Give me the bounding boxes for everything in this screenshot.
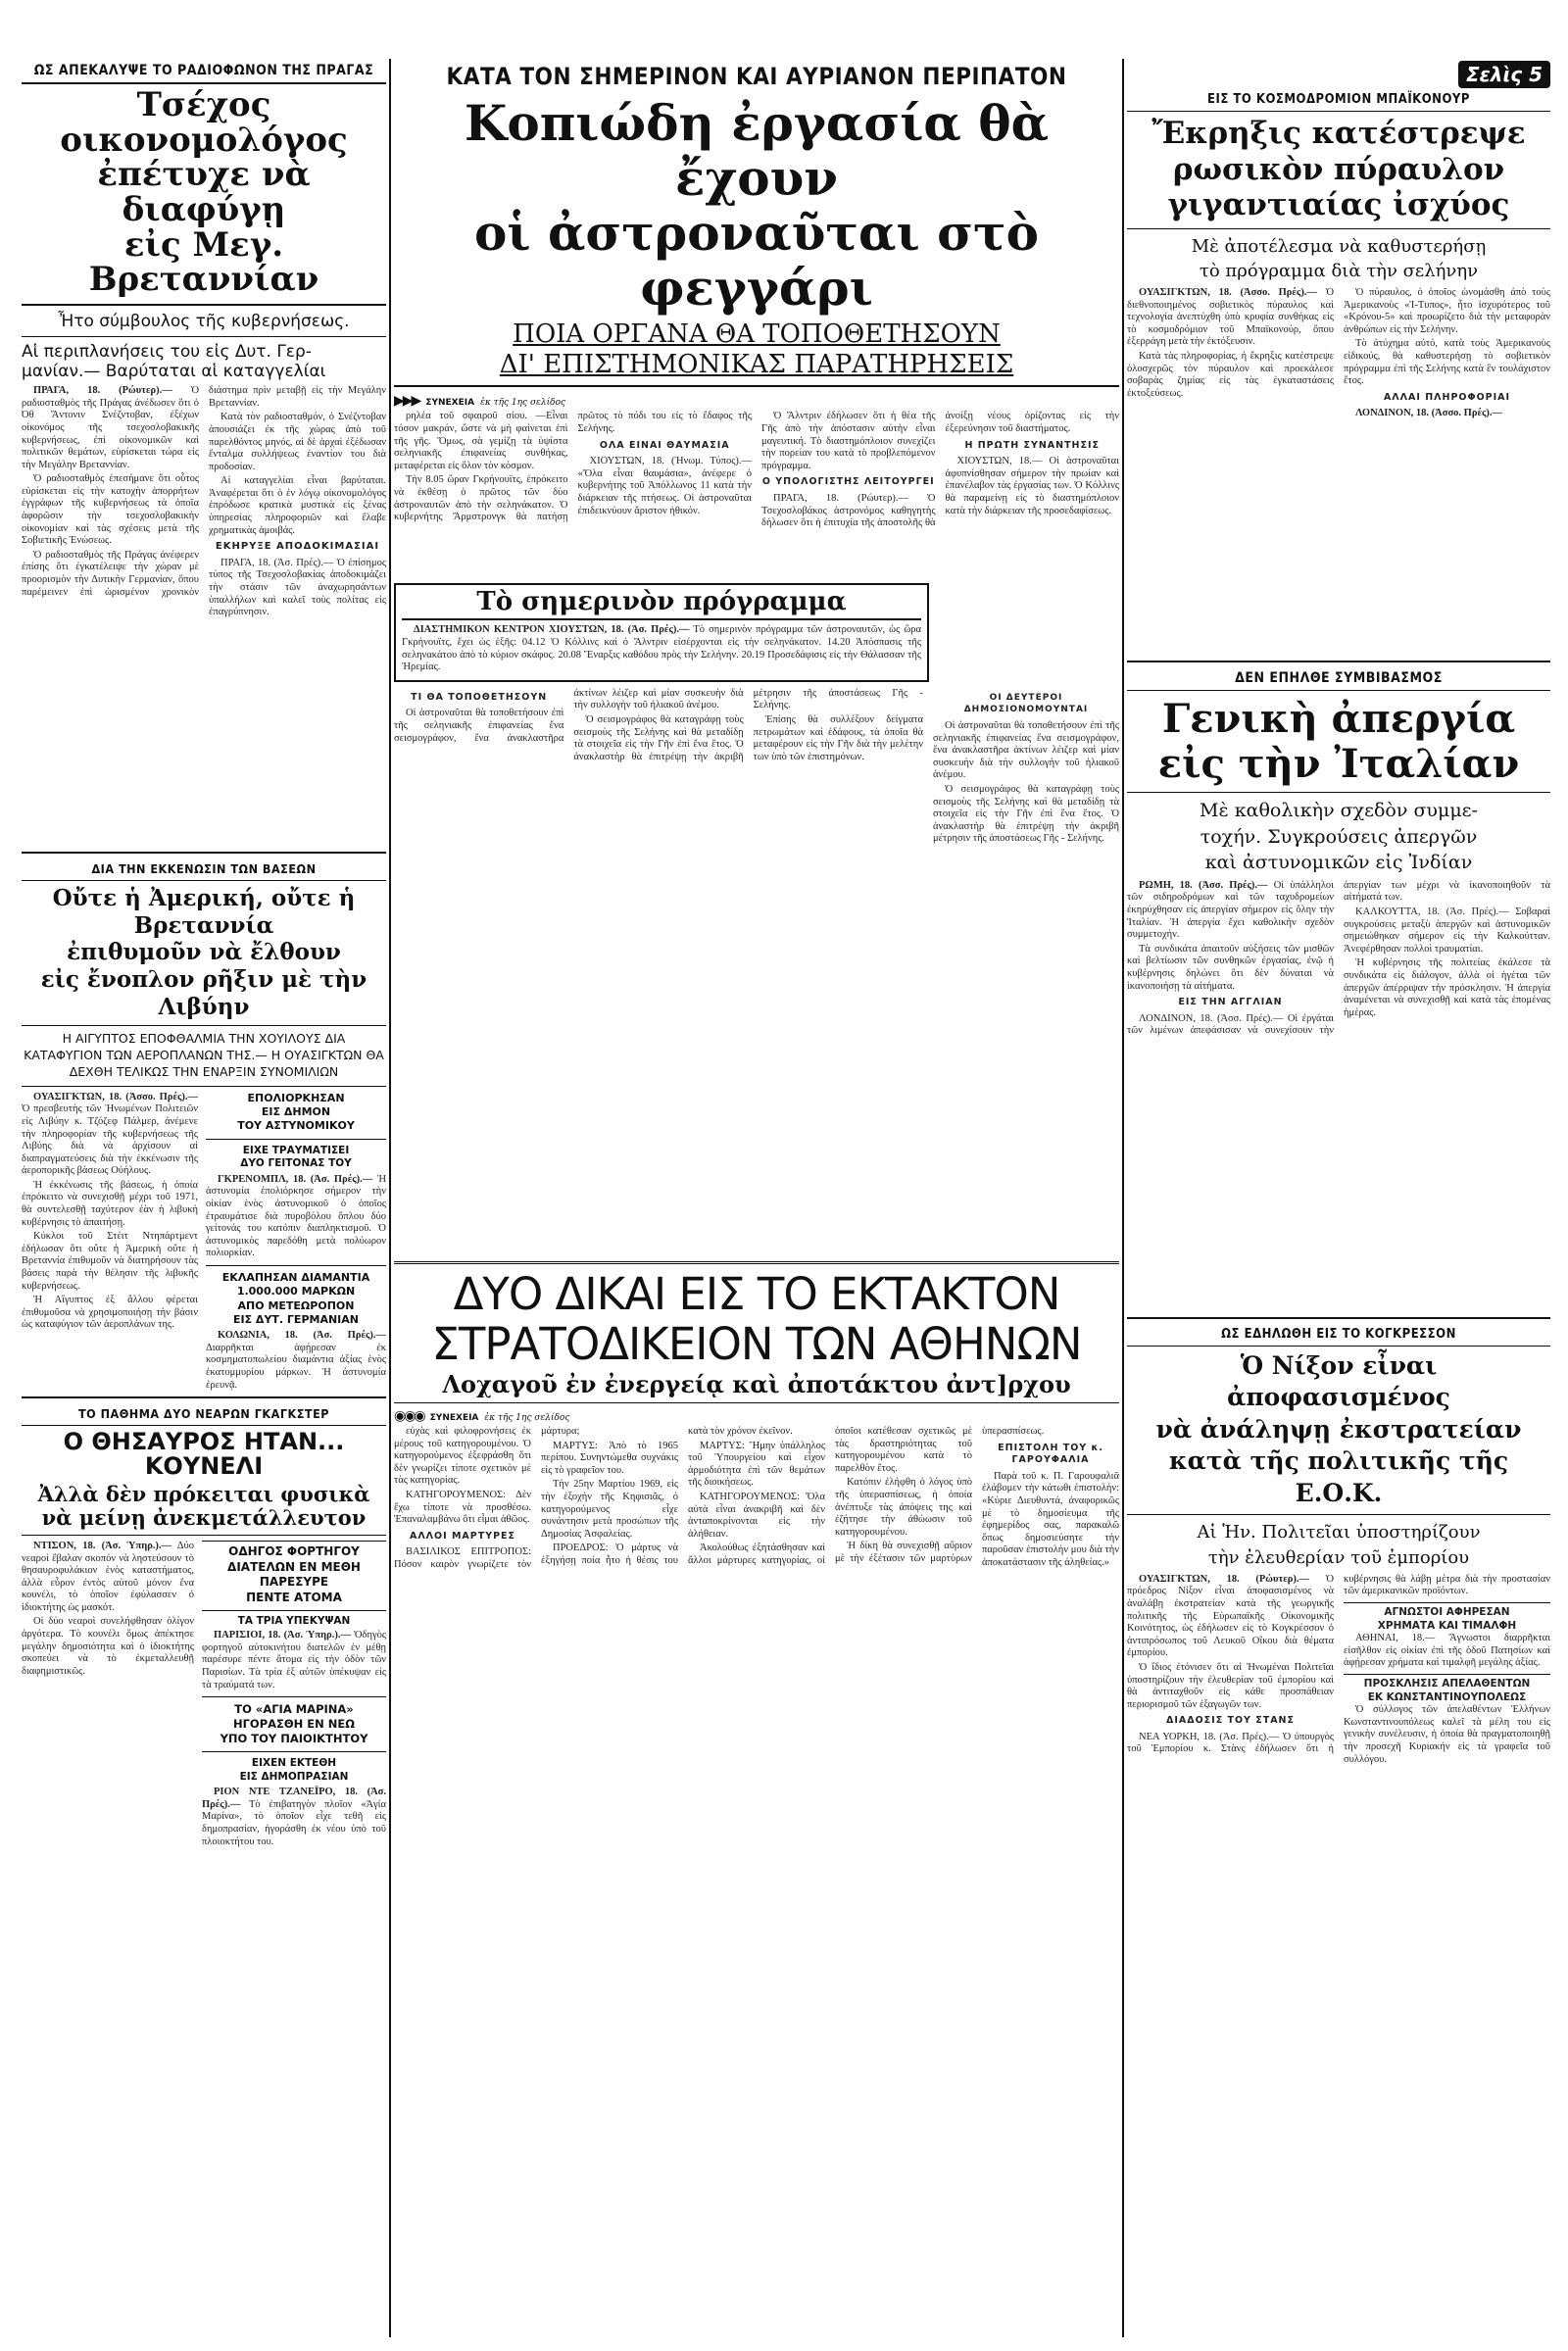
article-kicker: ΔΕΝ ΕΠΗΛΘΕ ΣΥΜΒΙΒΑΣΜΟΣ <box>1127 668 1550 691</box>
article-kicker: ΩΣ ΕΔΗΛΩΘΗ ΕΙΣ ΤΟ ΚΟΓΚΡΕΣΣΟΝ <box>1127 1325 1550 1347</box>
center-column: ΚΑΤΑ ΤΟΝ ΣΗΜΕΡΙΝΟΝ ΚΑΙ ΑΥΡΙΑΝΟΝ ΠΕΡΙΠΑΤΟΝ Κοπιώδη ἐργασία θὰ ἔχουν οἱ ἀστροναῦται στὸ φεγγάρι ΠΟΙΑ ΟΡΓΑΝΑ ΘΑ ΤΟΠΟΘΕΤΗΣΟΥΝ ΔΙ' ΕΠΙΣΤΗΜΟΝΙΚΑΣ ΠΑΡΑΤΗΡΗΣΕΙΣ ▶▶▶ ΣΥΝΕΧΕΙΑ ἐκ τῆς 1ης σελίδος ρηλέα τοῦ σφαιροῦ σίου. —Εἶναι τόσον μακράν, ὥστε νὰ μὴ φαίνεται ἐπὶ τῆς γῆς. Ὅμως, σὰ γεμίζῃ τὰ ὑψίστα σεληνιακῆς ἐπιφανείας συνθήκας, μεταφέρεται εἰς ὅλον τὸν κόσμον. Τὴν 8.05 ὥραν Γκρήνουϊτς, ἐπρόκειτο νὰ ἐκθέσῃ ὁ πρῶτος τῶν δύο ἀστροναυτῶν ἀπὸ τὴν σεληνάκατον. Ὁ κυβερνήτης Ἄρμστρονγκ θὰ πατήσῃ πρῶτος τὸ πόδι του εἰς τὸ ἔδαφος τῆς Σελήνης. ΟΛΑ ΕΙΝΑΙ ΘΑΥΜΑΣΙΑ ΧΙΟΥΣΤΩΝ, 18. (Ἡνωμ. Τύπος).— «Ὅλα εἶναι θαυμάσια», ἀνέφερε ὁ κυβερνήτης τοῦ Ἀπόλλωνος 11 κατὰ τὴν διάρκειαν τῆς πτήσεως. Οἱ ἀστροναῦται ἐπιδεικνύουν ἄριστον ἠθικόν. Ὁ Ἄλντριν ἐδήλωσεν ὅτι ἡ θέα τῆς Γῆς ἀπὸ τὴν ἀπόστασιν αὐτὴν εἶναι μαγευτική. Τὸ διαστημόπλοιον συνεχίζει τὴν πορείαν του κατὰ τὸ προβλεπόμενον πρόγραμμα. Ο ΥΠΟΛΟΓΙΣΤΗΣ ΛΕΙΤΟΥΡΓΕΙ ΠΡΑΓΑ, 18. (Ρώυτερ).— Ὁ Τσεχοσλοβάκος ἀστρονόμος καθηγητὴς δήλωσεν ὅτι ἡ ἐπιτυχία τῆς ἀποστολῆς θὰ ἀνοίξῃ νέους ὁρίζοντας εἰς τὴν ἐξερεύνησιν τοῦ διαστήματος. Η ΠΡΩΤΗ ΣΥΝΑΝΤΗΣΙΣ ΧΙΟΥΣΤΩΝ, 18.— Οἱ ἀστροναῦται ἀφυπνίσθησαν σήμερον τὴν πρωίαν καὶ ἐπανέλαβον τὰς ἐργασίας των. Ὁ Κόλλινς θὰ παραμείνῃ εἰς τὸ διαστημόπλοιον κατὰ τὴν διάρκειαν τῆς προσεδαφίσεως. Τὸ σημερινὸν πρόγραμμα ΔΙΑΣΤΗΜΙΚΟΝ ΚΕΝΤΡΟΝ ΧΙΟΥΣΤΩΝ, 18. (Ἀσ. Πρές).— Τὸ σημερινὸν πρόγραμμα τῶν ἀστροναυτῶν, ὡς ὥρα Γκρήνουϊτς, ἔχει ὡς ἑξῆς: 04.12 Ὁ Κόλλινς καὶ ὁ Ἄλντριν εἰσέρχονται εἰς τὴν σεληνάκατον. 14.20 Ἀπόσπασις τῆς σεληνακάτου ἀπὸ τὸ κύριον σκάφος. 20.08 Ἔναρξις καθόδου πρὸς τὴν Σελήνην. 20.19 Προσεδάφισις εἰς τὴν Θάλασσαν τῆς Ἠρεμίας. ΤΙ ΘΑ ΤΟΠΟΘΕΤΗΣΟΥΝ Οἱ ἀστροναῦται θὰ τοποθετήσουν ἐπὶ τῆς σεληνιακῆς ἐπιφανείας ἕνα σεισμογράφον, ἕνα ἀνακλαστῆρα ἀκτίνων λέιζερ καὶ μίαν συσκευὴν διὰ τὴν συλλογὴν τοῦ ἡλιακοῦ ἀνέμου. Ὁ σεισμογράφος θὰ καταγράφῃ τοὺς σεισμοὺς τῆς Σελήνης καὶ θὰ μεταδίδῃ τὰ στοιχεῖα εἰς τὴν Γῆν ἐπὶ ἕνα ἔτος. Ὁ ἀνακλαστὴρ θὰ ἐπιτρέψῃ τὴν ἀκριβῆ μέτρησιν τῆς ἀποστάσεως Γῆς - Σελήνης. Ἐπίσης θὰ συλλέξουν δείγματα πετρωμάτων καὶ ἐδάφους, τὰ ὁποῖα θὰ μεταφέρουν εἰς τὴν Γῆν διὰ τὴν μελέτην των ὑπὸ τῶν ἐπιστημόνων. ΟΙ ΔΕΥΤΕΡΟΙ ΔΗΜΟΣΙΟΝΟΜΟΥΝΤΑΙ Οἱ ἀστροναῦται θὰ τοποθετήσουν ἐπὶ τῆς σεληνιακῆς ἐπιφανείας ἕνα σεισμογράφον, ἕνα ἀνακλαστῆρα ἀκτίνων λέιζερ καὶ μίαν συσκευὴν διὰ τὴν συλλογὴν τοῦ ἡλιακοῦ ἀνέμου. Ὁ σεισμογράφος θὰ καταγράφῃ τοὺς σεισμοὺς τῆς Σελήνης καὶ θὰ μεταδίδῃ τὰ στοιχεῖα εἰς τὴν Γῆν ἐπὶ ἕνα ἔτος. Ὁ ἀνακλαστὴρ θὰ ἐπιτρέψῃ τὴν ἀκριβῆ μέτρησιν τῆς ἀποστάσεως Γῆς - Σελήνης. ΔΥΟ ΔΙΚΑΙ ΕΙΣ ΤΟ ΕΚΤΑΚΤΟΝ ΣΤΡΑΤΟΔΙΚΕΙΟΝ ΤΩΝ ΑΘΗΝΩΝ Λοχαγοῦ ἐν ἐνεργείᾳ καὶ ἀποτάκτου ἀντ]ρχου ◉◉◉ ΣΥΝΕΧΕΙΑ ἐκ τῆς 1ης σελίδος εὐχὰς καὶ φιλοφρονήσεις ἐκ μέρους τοῦ κατηγορουμένου. Ὁ κατηγορούμενος ἐξεφράσθη ὅτι δὲν γνωρίζει τίποτε σχετικὸν μὲ τὰς κατηγορίας. ΚΑΤΗΓΟΡΟΥΜΕΝΟΣ: Δὲν ἔχω τίποτε νὰ προσθέσω. Ἐπαναλαμβάνω ὅτι εἶμαι ἀθῶος. ΑΛΛΟΙ ΜΑΡΤΥΡΕΣ ΒΑΣΙΛΙΚΟΣ ΕΠΙΤΡΟΠΟΣ: Πόσον καιρὸν γνωρίζετε τὸν μάρτυρα; ΜΑΡΤΥΣ: Ἀπὸ τὸ 1965 περίπου. Συνηντώμεθα συχνάκις εἰς τὸ γραφεῖον του. Τὴν 25ην Μαρτίου 1969, εἰς τὴν ἐξοχὴν τῆς Κηφισιᾶς, ὁ κατηγορούμενος εἶχε συνάντησιν μετὰ προσώπων τῆς Δημοσίας Ἀσφαλείας. ΠΡΟΕΔΡΟΣ: Ὁ μάρτυς νὰ ἐξηγήσῃ ποία ἦτο ἡ θέσις του κατὰ τὸν χρόνον ἐκεῖνον. ΜΑΡΤΥΣ: Ἤμην ὑπάλληλος τοῦ Ὑπουργείου καὶ εἶχον ἁρμοδιότητα ἐπὶ τῶν θεμάτων τῆς διοικήσεως. ΚΑΤΗΓΟΡΟΥΜΕΝΟΣ: Ὅλα αὐτὰ εἶναι ἀνακριβῆ καὶ δὲν ἀνταποκρίνονται εἰς τὴν ἀλήθειαν. Ἀκολούθως ἐξητάσθησαν καὶ ἄλλοι μάρτυρες κατηγορίας, οἱ ὁποῖοι κατέθεσαν σχετικῶς μὲ τὰς δραστηριότητας τοῦ κατηγορουμένου κατὰ τὸ παρελθὸν ἔτος. Κατόπιν ἐλήφθη ὁ λόγος ὑπὸ τῆς ὑπερασπίσεως, ἡ ὁποία ἀνέπτυξε τὰς ἀπόψεις της καὶ ἐζήτησε τὴν ἀθώωσιν τοῦ κατηγορουμένου. Ἡ δίκη θὰ συνεχισθῇ αὔριον μὲ τὴν ἐξέτασιν τῶν μαρτύρων ὑπερασπίσεως. ΕΠΙΣΤΟΛΗ ΤΟΥ κ. ΓΑΡΟΥΦΑΛΙΑ Παρὰ τοῦ κ. Π. Γαρουφαλιᾶ ἐλάβομεν τὴν κάτωθι ἐπιστολήν: «Κύριε Διευθυντά, ἀναφορικῶς μὲ τὸ δημοσίευμα τῆς ἐφημερίδος σας, παρακαλῶ ὅπως δημοσιεύσητε τὴν παροῦσαν ἐπιστολήν μου διὰ τὴν ἀποκατάστασιν τῆς ἀληθείας.» <box>394 61 1119 2337</box>
side-briefs <box>206 1092 386 1391</box>
article-body: ρηλέα τοῦ σφαιροῦ σίου. —Εἶναι τόσον μακράν, ὥστε νὰ μὴ φαίνεται ἐπὶ τῆς γῆς. Ὅμως, σὰ γεμίζῃ τὰ ὑψίστα σεληνιακῆς ἐπιφανείας συνθήκας, μεταφέρεται εἰς ὅλον τὸν κόσμον. Τὴν 8.05 ὥραν Γκρήνουϊτς, ἐπρόκειτο νὰ ἐκθέσῃ ὁ πρῶτος τῶν δύο ἀστροναυτῶν ἀπὸ τὴν σεληνάκατον. Ὁ κυβερνήτης Ἄρμστρονγκ θὰ πατήσῃ πρῶτος τὸ πόδι του εἰς τὸ ἔδαφος τῆς Σελήνης. ΟΛΑ ΕΙΝΑΙ ΘΑΥΜΑΣΙΑ ΧΙΟΥΣΤΩΝ, 18. (Ἡνωμ. Τύπος).— «Ὅλα εἶναι θαυμάσια», ἀνέφερε ὁ κυβερνήτης τοῦ Ἀπόλλωνος 11 κατὰ τὴν διάρκειαν τῆς πτήσεως. Οἱ ἀστροναῦται ἐπιδεικνύουν ἄριστον ἠθικόν. Ὁ Ἄλντριν ἐδήλωσεν ὅτι ἡ θέα τῆς Γῆς ἀπὸ τὴν ἀπόστασιν αὐτὴν εἶναι μαγευτική. Τὸ διαστημόπλοιον συνεχίζει τὴν πορείαν του κατὰ τὸ προβλεπόμενον πρόγραμμα. Ο ΥΠΟΛΟΓΙΣΤΗΣ ΛΕΙΤΟΥΡΓΕΙ ΠΡΑΓΑ, 18. (Ρώυτερ).— Ὁ Τσεχοσλοβάκος ἀστρονόμος καθηγητὴς δήλωσεν ὅτι ἡ ἐπιτυχία τῆς ἀποστολῆς θὰ ἀνοίξῃ νέους ὁρίζοντας εἰς τὴν ἐξερεύνησιν τοῦ διαστήματος. Η ΠΡΩΤΗ ΣΥΝΑΝΤΗΣΙΣ ΧΙΟΥΣΤΩΝ, 18.— Οἱ ἀστροναῦται ἀφυπνίσθησαν σήμερον τὴν πρωίαν καὶ ἐπανέλαβον τὰς ἐργασίας των. Ὁ Κόλλινς θὰ παραμείνῃ εἰς τὸ διαστημόπλοιον κατὰ τὴν διάρκειαν τῆς προσεδαφίσεως. <box>394 411 1119 529</box>
article-kicker: ΚΑΤΑ ΤΟΝ ΣΗΜΕΡΙΝΟΝ ΚΑΙ ΑΥΡΙΑΝΟΝ ΠΕΡΙΠΑΤΟΝ <box>446 63 1067 90</box>
right-column <box>1127 61 1550 2337</box>
article-body: ΟΥΑΣΙΓΚΤΩΝ, 18. (Ἀσσο. Πρές).— Ὁ διεθνοποιημένος σοβιετικὸς πύραυλος καὶ τεχνολογία ἀνεπτύχθη ὑπὸ κρυφία συνθήκας εἰς τὸ κοσμοδρόμιον τοῦ Μπαϊκονούρ, ὅπου ἐξερράγη μετὰ τὴν ἐκτόξευσιν. Κατὰ τὰς πληροφορίας, ἡ ἔκρηξις κατέστρεψε ὁλοσχερῶς τὸν πύραυλον καὶ προεκάλεσε σοβαρὰς ζημίας εἰς τὰς ἐγκαταστάσεις ἐκτοξεύσεως. Ὁ πύραυλος, ὁ ὁποῖος ὠνομάσθη ἀπὸ τοὺς Ἀμερικανοὺς «Ἰ-Τυπος», ἦτο ἰσχυρότερος τοῦ «Κρόνου-5» καὶ προωρίζετο διὰ τὴν μεταφορὰν ἀνθρώπων εἰς τὴν Σελήνην. Τὸ ἀτύχημα αὐτό, κατὰ τοὺς Ἀμερικανοὺς εἰδικούς, θὰ καθυστερήσῃ τὸ σοβιετικὸν πρόγραμμα ἐπὶ τῆς Σελήνης κατὰ ἓν τουλάχιστον ἔτος. ΑΛΛΑΙ ΠΛΗΡΟΦΟΡΙΑΙ ΛΟΝΔΙΝΟΝ, 18. (Ἀσσο. Πρές).— <box>1127 287 1550 419</box>
brief-headline: ΕΠΟΛΙΟΡΚΗΣΑΝ ΕΙΣ ΔΗΜΟΝ ΤΟΥ ΑΣΤΥΝΟΜΙΚΟΥ <box>237 1091 355 1133</box>
article-kicker: ΤΟ ΠΑΘΗΜΑ ΔΥΟ ΝΕΑΡΩΝ ΓΚΑΓΚΣΤΕΡ <box>22 1404 386 1426</box>
trial-body: εὐχὰς καὶ φιλοφρονήσεις ἐκ μέρους τοῦ κατηγορουμένου. Ὁ κατηγορούμενος ἐξεφράσθη ὅτι δὲν γνωρίζει τίποτε σχετικὸν μὲ τὰς κατηγορίας. ΚΑΤΗΓΟΡΟΥΜΕΝΟΣ: Δὲν ἔχω τίποτε νὰ προσθέσω. Ἐπαναλαμβάνω ὅτι εἶμαι ἀθῶος. ΑΛΛΟΙ ΜΑΡΤΥΡΕΣ ΒΑΣΙΛΙΚΟΣ ΕΠΙΤΡΟΠΟΣ: Πόσον καιρὸν γνωρίζετε τὸν μάρτυρα; ΜΑΡΤΥΣ: Ἀπὸ τὸ 1965 περίπου. Συνηντώμεθα συχνάκις εἰς τὸ γραφεῖον του. Τὴν 25ην Μαρτίου 1969, εἰς τὴν ἐξοχὴν τῆς Κηφισιᾶς, ὁ κατηγορούμενος εἶχε συνάντησιν μετὰ προσώπων τῆς Δημοσίας Ἀσφαλείας. ΠΡΟΕΔΡΟΣ: Ὁ μάρτυς νὰ ἐξηγήσῃ ποία ἦτο ἡ θέσις του κατὰ τὸν χρόνον ἐκεῖνον. ΜΑΡΤΥΣ: Ἤμην ὑπάλληλος τοῦ Ὑπουργείου καὶ εἶχον ἁρμοδιότητα ἐπὶ τῶν θεμάτων τῆς διοικήσεως. ΚΑΤΗΓΟΡΟΥΜΕΝΟΣ: Ὅλα αὐτὰ εἶναι ἀνακριβῆ καὶ δὲν ἀνταποκρίνονται εἰς τὴν ἀλήθειαν. Ἀκολούθως ἐξητάσθησαν καὶ ἄλλοι μάρτυρες κατηγορίας, οἱ ὁποῖοι κατέθεσαν σχετικῶς μὲ τὰς δραστηριότητας τοῦ κατηγορουμένου κατὰ τὸ παρελθὸν ἔτος. Κατόπιν ἐλήφθη ὁ λόγος ὑπὸ τῆς ὑπερασπίσεως, ἡ ὁποία ἀνέπτυξε τὰς ἀπόψεις της καὶ ἐζήτησε τὴν ἀθώωσιν τοῦ κατηγορουμένου. Ἡ δίκη θὰ συνεχισθῇ αὔριον μὲ τὴν ἐξέτασιν τῶν μαρτύρων ὑπερασπίσεως. ΕΠΙΣΤΟΛΗ ΤΟΥ κ. ΓΑΡΟΥΦΑΛΙΑ Παρὰ τοῦ κ. Π. Γαρουφαλιᾶ ἐλάβομεν τὴν κάτωθι ἐπιστολήν: «Κύριε Διευθυντά, ἀναφορικῶς μὲ τὸ δημοσίευμα τῆς ἐφημερίδος σας, παρακαλῶ ὅπως δημοσιεύσητε τὴν παροῦσαν ἐπιστολήν μου διὰ τὴν ἀποκατάστασιν τῆς ἀληθείας.» <box>394 1426 1119 1571</box>
column-rule-2 <box>1122 59 1124 2337</box>
section-subhead: ΑΛΛΟΙ ΜΑΡΤΥΡΕΣ <box>409 1530 516 1542</box>
brief-subhead: ΕΙΧΕΝ ΕΚΤΕΘΗ ΕΙΣ ΔΗΜΟΠΡΑΣΙΑΝ <box>239 1756 349 1783</box>
article-headline: Ο ΘΗΣΑΥΡΟΣ ΗΤΑΝ... ΚΟΥΝΕΛΙ <box>63 1427 345 1480</box>
section-subhead: ΕΙΣ ΤΗΝ ΑΓΓΛΙΑΝ <box>1178 997 1283 1008</box>
brief-body: ΠΑΡΙΣΙΟΙ, 18. (Ἀσ. Ὑπηρ.).— Ὁδηγὸς φορτηγοῦ αὐτοκινήτου διατελῶν ἐν μέθῃ παρέσυρε πέντε ἄτομα εἰς τὴν ὁδὸν τῶν Παρισίων. Τὰ τρία ἐξ αὐτῶν ὑπέκυψαν εἰς τὰ τραύματά των. <box>202 1630 386 1690</box>
side-briefs <box>202 1541 386 2050</box>
continuation-arrow-icon: ▶▶▶ <box>394 393 420 410</box>
article-kicker: ΕΙΣ ΤΟ ΚΟΣΜΟΔΡΟΜΙΟΝ ΜΠΑΪΚΟΝΟΥΡ <box>1127 90 1550 112</box>
column-rule-1 <box>389 59 391 2337</box>
brief-subhead: ΕΙΧΕ ΤΡΑΥΜΑΤΙΣΕΙ ΔΥΟ ΓΕΙΤΟΝΑΣ ΤΟΥ <box>240 1144 352 1170</box>
article-kicker: ΩΣ ΑΠΕΚΑΛΥΨΕ ΤΟ ΡΑΔΙΟΦΩΝΟΝ ΤΗΣ ΠΡΑΓΑΣ <box>22 61 386 84</box>
brief-body: ΚΟΛΩΝΙΑ, 18. (Ἀσ. Πρές).— Διαρρῆκται ἀφῄρεσαν ἐκ κοσμηματοπωλείου διαμάντια ἀξίας ἑνὸς ἑκατομμυρίου μάρκων. Ἡ ἀστυνομία ἐρευνᾷ. <box>206 1330 386 1391</box>
section-subhead: ΟΙ ΔΕΥΤΕΡΟΙ ΔΗΜΟΣΙΟΝΟΜΟΥΝΤΑΙ <box>963 692 1089 715</box>
section-subhead: ΑΛΛΑΙ ΠΛΗΡΟΦΟΡΙΑΙ <box>1383 391 1511 403</box>
brief-body: ΓΚΡΕΝΟΜΠΛ, 18. (Ἀσ. Πρές).— Ἡ ἀστυνομία ἐπολιόρκησε σήμερον τὴν οἰκίαν ἑνὸς ἀστυνομικοῦ ὁ ὁποῖος ἐτραυμάτισε διὰ πυροβόλου ὅπλου δύο γείτονάς του κατόπιν διαπληκτισμοῦ. Ὁ ἀστυνομικὸς παρεδόθη μετὰ πολύωρον πολιορκίαν. <box>206 1173 386 1259</box>
article-headline: Ἔκρηξις κατέστρεψε ρωσικὸν πύραυλον γιγαντιαίας ἰσχύος <box>1152 116 1526 223</box>
article-body: ΟΙ ΔΕΥΤΕΡΟΙ ΔΗΜΟΣΙΟΝΟΜΟΥΝΤΑΙ Οἱ ἀστροναῦται θὰ τοποθετήσουν ἐπὶ τῆς σεληνιακῆς ἐπιφανείας ἕνα σεισμογράφον, ἕνα ἀνακλαστῆρα ἀκτίνων λέιζερ καὶ μίαν συσκευὴν διὰ τὴν συλλογὴν τοῦ ἡλιακοῦ ἀνέμου. Ὁ σεισμογράφος θὰ καταγράφῃ τοὺς σεισμοὺς τῆς Σελήνης καὶ θὰ μεταδίδῃ τὰ στοιχεῖα εἰς τὴν Γῆν ἐπὶ ἕνα ἔτος. Ὁ ἀνακλαστὴρ θὰ ἐπιτρέψῃ τὴν ἀκριβῆ μέτρησιν τῆς ἀποστάσεως Γῆς - Σελήνης. <box>933 692 1119 845</box>
article-body: ΠΡΑΓΑ, 18. (Ρώυτερ).— Ὁ ραδιοσταθμὸς τῆς Πράγας ἀνέδωσεν ὅτι ὁ Όθ Ἄντονιν Σνέζντοβαν, ἐξέχων οἰκονόμος τῆς τσεχοσλοβακικῆς κυβερνήσεως, ἐπὶ οἰκονομικῶν καὶ πολιτικῶν θεμάτων, εὑρίσκεται τώρα εἰς τὴν Μεγάλην Βρεταννίαν. Ὁ ραδιοσταθμὸς ἐπεσήμανε ὅτι οὗτος εὑρίσκεται εἰς τὴν κατοχὴν ἀπορρήτων ἐγγράφων τῆς κυβερνήσεως τὰ ὁποῖα ἀφορῶσιν τὴν τσεχοσλοβακικὴν οἰκονομίαν καὶ τὰς σχέσεις μετὰ τῆς Σοβιετικῆς Ἑνώσεως. Ὁ ραδιοσταθμὸς τῆς Πράγας ἀνέφερεν ἐπίσης ὅτι ἐγκατέλειψε τὴν χώραν μὲ προορισμὸν τὴν Δυτικὴν Γερμανίαν, ὅπου παρέμεινεν ἐπὶ ὡρισμένον χρονικὸν διάστημα πρὶν μεταβῇ εἰς τὴν Μεγάλην Βρεταννίαν. Κατὰ τὸν ραδιοσταθμόν, ὁ Σνέζντοβαν ἀπουσιάζει ἐκ τῆς χώρας ἀπὸ τοῦ παρελθόντος μηνός, αἱ δὲ ἀρχαὶ ἐξέδωσαν ἔνταλμα συλλήψεως ἐναντίον του διὰ προδοσίαν. Αἱ καταγγελίαι εἶναι βαρύταται. Ἀναφέρεται ὅτι ὁ ἐν λόγῳ οἰκονομολόγος ἐπρόδωσε κρατικὰ μυστικὰ εἰς ξένας ὑπηρεσίας πληροφοριῶν καὶ ἔλαβε χρηματικὰς ἀμοιβάς. ΕΚΗΡΥΞΕ ΑΠΟΔΟΚΙΜΑΣΙΑΙ ΠΡΑΓΑ, 18. (Ἀσ. Πρές).— Ὁ ἐπίσημος τύπος τῆς Τσεχοσλοβακίας ἀποδοκιμάζει τὴν στάσιν τῶν ἀναχωρησάντων ὑπαλλήλων καὶ καλεῖ τοὺς πολίτας εἰς ἐπαγρύπνησιν. <box>22 385 386 618</box>
article-headline: Οὔτε ἡ Ἀμερική, οὔτε ἡ Βρεταννία ἐπιθυμοῦν νὰ ἔλθουν εἰς ἔνοπλον ρῆξιν μὲ τὴν Λιβύην <box>40 885 368 1020</box>
lead-deck: ΠΟΙΑ ΟΡΓΑΝΑ ΘΑ ΤΟΠΟΘΕΤΗΣΟΥΝ ΔΙ' ΕΠΙΣΤΗΜΟΝΙΚΑΣ ΠΑΡΑΤΗΡΗΣΕΙΣ <box>499 319 1014 379</box>
trial-headline: ΔΥΟ ΔΙΚΑΙ ΕΙΣ ΤΟ ΕΚΤΑΚΤΟΝ ΣΤΡΑΤΟΔΙΚΕΙΟΝ ΤΩΝ ΑΘΗΝΩΝ <box>431 1268 1082 1370</box>
brief-headline: ΠΡΟΣΚΛΗΣΙΣ ΑΠΕΛΑΘΕΝΤΩΝ ΕΚ ΚΩΝΣΤΑΝΤΙΝΟΥΠΟΛΕΩΣ <box>1344 1674 1550 1704</box>
continuation-arrow-icon: ◉◉◉ <box>394 1408 424 1425</box>
section-subhead: ΕΠΙΣΤΟΛΗ ΤΟΥ κ. ΓΑΡΟΥΦΑΛΙΑ <box>998 1442 1103 1466</box>
section-subhead: Η ΠΡΩΤΗ ΣΥΝΑΝΤΗΣΙΣ <box>964 439 1101 451</box>
article-deck: Ἀλλὰ δὲν πρόκειται φυσικὰ νὰ μείνῃ ἀνεκμετάλλευτον <box>37 1481 370 1530</box>
program-box: Τὸ σημερινὸν πρόγραμμα ΔΙΑΣΤΗΜΙΚΟΝ ΚΕΝΤΡΟΝ ΧΙΟΥΣΤΩΝ, 18. (Ἀσ. Πρές).— Τὸ σημερινὸν πρόγραμμα τῶν ἀστροναυτῶν, ὡς ὥρα Γκρήνουϊτς, ἔχει ὡς ἑξῆς: 04.12 Ὁ Κόλλινς καὶ ὁ Ἄλντριν εἰσέρχονται εἰς τὴν σεληνάκατον. 14.20 Ἀπόσπασις τῆς σεληνακάτου ἀπὸ τὸ κύριον σκάφος. 20.08 Ἔναρξις καθόδου πρὸς τὴν Σελήνην. 20.19 Προσεδάφισις εἰς τὴν Θάλασσαν τῆς Ἠρεμίας. <box>394 583 929 681</box>
section-subhead: ΤΙ ΘΑ ΤΟΠΟΘΕΤΗΣΟΥΝ <box>411 691 548 703</box>
article-body: ΡΩΜΗ, 18. (Ἀσσ. Πρές).— Οἱ ὑπάλληλοι τῶν σιδηροδρόμων καὶ τῶν ταχυδρομείων ἐκηρύχθησαν εἰς ἀπεργίαν σήμερον εἰς ὅλην τὴν Ἰταλίαν. Ἡ ἀπεργία ἔχει καθολικὴν σχεδὸν συμμετοχήν. Τὰ συνδικάτα ἀπαιτοῦν αὐξήσεις τῶν μισθῶν καὶ βελτίωσιν τῶν συνθηκῶν ἐργασίας, ἐνῷ ἡ κυβέρνησις δηλώνει ὅτι δὲν δύναται νὰ ἱκανοποιήσῃ τὰ αἰτήματα. ΕΙΣ ΤΗΝ ΑΓΓΛΙΑΝ ΛΟΝΔΙΝΟΝ, 18. (Ἀσσ. Πρές).— Οἱ ἐργάται τῶν λιμένων ἀπεφάσισαν νὰ συνεχίσουν τὴν ἀπεργίαν των μέχρι νὰ ἱκανοποιηθοῦν τὰ αἰτήματά των. ΚΑΛΚΟΥΤΤΑ, 18. (Ἀσ. Πρές).— Σοβαραὶ συγκρούσεις μεταξὺ ἀπεργῶν καὶ ἀστυνομικῶν σημειώθηκαν σήμερον εἰς τὴν Καλκούτταν. Ἀνεφέρθησαν πολλοὶ τραυματίαι. Ἡ κυβέρνησις τῆς πολιτείας ἐκάλεσε τὰ συνδικάτα εἰς διάλογον, ἀλλὰ οἱ ἡγέται τῶν ἀπεργῶν ἀπέρριψαν τὴν πρόσκλησιν. Ἡ ἀπεργία ἀναμένεται νὰ συνεχισθῇ καὶ κατὰ τὰς ἑπομένας ἡμέρας. <box>1127 879 1550 1037</box>
section-subhead: ΔΙΑΔΟΣΙΣ ΤΟΥ ΣΤΑΝΣ <box>1166 1715 1295 1727</box>
article-deck: Αἱ Ἡν. Πολιτεῖαι ὑποστηρίζουν τὴν ἐλευθερίαν τοῦ ἐμπορίου <box>1197 1522 1481 1568</box>
brief-headline: ΤΟ «ΑΓΙΑ ΜΑΡΙΝΑ» ΗΓΟΡΑΣΘΗ ΕΝ ΝΕΩ ΥΠΟ ΤΟΥ ΠΑΙΟΙΚΤΗΤΟΥ <box>220 1702 368 1746</box>
article-headline: Γενικὴ ἀπεργία εἰς τὴν Ἰταλίαν <box>1157 696 1520 788</box>
article-headline: Ὁ Νίξον εἶναι ἀποφασισμένος νὰ ἀνάληψῃ ἐκστρατείαν κατὰ τῆς πολιτικῆς τῆς Ε.Ο.Κ. <box>1155 1350 1522 1507</box>
brief-headline: ΕΚΛΑΠΗΣΑΝ ΔΙΑΜΑΝΤΙΑ 1.000.000 ΜΑΡΚΩΝ ΑΠΟ ΜΕΤΕΩΡΟΠΟΝ ΕΙΣ ΔΥΤ. ΓΕΡΜΑΝΙΑΝ <box>221 1271 370 1326</box>
article-body: ΟΥΑΣΙΓΚΤΩΝ, 18. (Ἀσσο. Πρές).— Ὁ πρεσβευτὴς τῶν Ἡνωμένων Πολιτειῶν εἰς Λιβύην κ. Τζόζεφ Πάλμερ, ἀνέμενε τὴν πληροφορίαν τῆς κυβερνήσεως τῆς Λιβύης διὰ νὰ ἀρχίσουν αἱ διαπραγματεύσεις διὰ τὴν ἐκκένωσιν τῆς ἀεροπορικῆς βάσεως Οὐήλους. Ἡ ἐκκένωσις τῆς βάσεως, ἡ ὁποία ἐπρόκειτο νὰ συνεχισθῇ μέχρι τοῦ 1971, θὰ συντελεσθῇ ταχύτερον ἐὰν ἡ λιβυκὴ κυβέρνησις τὸ ἀπαιτήσῃ. Κύκλοι τοῦ Στέιτ Ντηπάρτμεντ ἐδήλωσαν ὅτι οὔτε ἡ Ἀμερικὴ οὔτε ἡ Βρεταννία ἐπιθυμοῦν νὰ διατηρήσουν τὰς βάσεις παρὰ τὴν θέλησιν τῆς λιβυκῆς κυβερνήσεως. Ἡ Αἴγυπτος ἐξ ἄλλου φέρεται ἐπιθυμοῦσα νὰ χρησιμοποιήσῃ τὴν βάσιν ὡς καταφύγιον τῶν ἀεροπλάνων της. <box>22 1091 198 1331</box>
lead-article: ▶▶▶ ΣΥΝΕΧΕΙΑ ἐκ τῆς 1ης σελίδος ρηλέα τοῦ σφαιροῦ σίου. —Εἶναι τόσον μακράν, ὥστε νὰ μὴ φαίνεται ἐπὶ τῆς γῆς. Ὅμως, σὰ γεμίζῃ τὰ ὑψίστα σεληνιακῆς ἐπιφανείας συνθήκας, μεταφέρεται εἰς ὅλον τὸν κόσμον. Τὴν 8.05 ὥραν Γκρήνουϊτς, ἐπρόκειτο νὰ ἐκθέσῃ ὁ πρῶτος τῶν δύο ἀστροναυτῶν ἀπὸ τὴν σεληνάκατον. Ὁ κυβερνήτης Ἄρμστρονγκ θὰ πατήσῃ πρῶτος τὸ πόδι του εἰς τὸ ἔδαφος τῆς Σελήνης. ΟΛΑ ΕΙΝΑΙ ΘΑΥΜΑΣΙΑ ΧΙΟΥΣΤΩΝ, 18. (Ἡνωμ. Τύπος).— «Ὅλα εἶναι θαυμάσια», ἀνέφερε ὁ κυβερνήτης τοῦ Ἀπόλλωνος 11 κατὰ τὴν διάρκειαν τῆς πτήσεως. Οἱ ἀστροναῦται ἐπιδεικνύουν ἄριστον ἠθικόν. Ὁ Ἄλντριν ἐδήλωσεν ὅτι ἡ θέα τῆς Γῆς ἀπὸ τὴν ἀπόστασιν αὐτὴν εἶναι μαγευτική. Τὸ διαστημόπλοιον συνεχίζει τὴν πορείαν του κατὰ τὸ προβλεπόμενον πρόγραμμα. Ο ΥΠΟΛΟΓΙΣΤΗΣ ΛΕΙΤΟΥΡΓΕΙ ΠΡΑΓΑ, 18. (Ρώυτερ).— Ὁ Τσεχοσλοβάκος ἀστρονόμος καθηγητὴς δήλωσεν ὅτι ἡ ἐπιτυχία τῆς ἀποστολῆς θὰ ἀνοίξῃ νέους ὁρίζοντας εἰς τὴν ἐξερεύνησιν τοῦ διαστήματος. Η ΠΡΩΤΗ ΣΥΝΑΝΤΗΣΙΣ ΧΙΟΥΣΤΩΝ, 18.— Οἱ ἀστροναῦται ἀφυπνίσθησαν σήμερον τὴν πρωίαν καὶ ἐπανέλαβον τὰς ἐργασίας των. Ὁ Κόλλινς θὰ παραμείνῃ εἰς τὸ διαστημόπλοιον κατὰ τὴν διάρκειαν τῆς προσεδαφίσεως. Τὸ σημερινὸν πρόγραμμα ΔΙΑΣΤΗΜΙΚΟΝ ΚΕΝΤΡΟΝ ΧΙΟΥΣΤΩΝ, 18. (Ἀσ. Πρές).— Τὸ σημερινὸν πρόγραμμα τῶν ἀστροναυτῶν, ὡς ὥρα Γκρήνουϊτς, ἔχει ὡς ἑξῆς: 04.12 Ὁ Κόλλινς καὶ ὁ Ἄλντριν εἰσέρχονται εἰς τὴν σεληνάκατον. 14.20 Ἀπόσπασις τῆς σεληνακάτου ἀπὸ τὸ κύριον σκάφος. 20.08 Ἔναρξις καθόδου πρὸς τὴν Σελήνην. 20.19 Προσεδάφισις εἰς τὴν Θάλασσαν τῆς Ἠρεμίας. ΤΙ ΘΑ ΤΟΠΟΘΕΤΗΣΟΥΝ Οἱ ἀστροναῦται θὰ τοποθετήσουν ἐπὶ τῆς σεληνιακῆς ἐπιφανείας ἕνα σεισμογράφον, ἕνα ἀνακλαστῆρα ἀκτίνων λέιζερ καὶ μίαν συσκευὴν διὰ τὴν συλλογὴν τοῦ ἡλιακοῦ ἀνέμου. Ὁ σεισμογράφος θὰ καταγράφῃ τοὺς σεισμοὺς τῆς Σελήνης καὶ θὰ μεταδίδῃ τὰ στοιχεῖα εἰς τὴν Γῆν ἐπὶ ἕνα ἔτος. Ὁ ἀνακλαστὴρ θὰ ἐπιτρέψῃ τὴν ἀκριβῆ μέτρησιν τῆς ἀποστάσεως Γῆς - Σελήνης. Ἐπίσης θὰ συλλέξουν δείγματα πετρωμάτων καὶ ἐδάφους, τὰ ὁποῖα θὰ μεταφέρουν εἰς τὴν Γῆν διὰ τὴν μελέτην των ὑπὸ τῶν ἐπιστημόνων. ΟΙ ΔΕΥΤΕΡΟΙ ΔΗΜΟΣΙΟΝΟΜΟΥΝΤΑΙ Οἱ ἀστροναῦται θὰ τοποθετήσουν ἐπὶ τῆς σεληνιακῆς ἐπιφανείας ἕνα σεισμογράφον, ἕνα ἀνακλαστῆρα ἀκτίνων λέιζερ καὶ μίαν συσκευὴν διὰ τὴν συλλογὴν τοῦ ἡλιακοῦ ἀνέμου. Ὁ σεισμογράφος θὰ καταγράφῃ τοὺς σεισμοὺς τῆς Σελήνης καὶ θὰ μεταδίδῃ τὰ στοιχεῖα εἰς τὴν Γῆν ἐπὶ ἕνα ἔτος. Ὁ ἀνακλαστὴρ θὰ ἐπιτρέψῃ τὴν ἀκριβῆ μέτρησιν τῆς ἀποστάσεως Γῆς - Σελήνης. <box>394 393 1119 1255</box>
article-deck: Μὲ ἀποτέλεσμα νὰ καθυστερήσῃ τὸ πρόγραμμα διὰ τὴν σελήνην <box>1191 235 1487 281</box>
lead-headline: Κοπιώδη ἐργασία θὰ ἔχουν οἱ ἀστροναῦται στὸ φεγγάρι <box>464 94 1050 317</box>
article-deck: Η ΑΙΓΥΠΤΟΣ ΕΠΟΦΘΑΛΜΙΑ ΤΗΝ ΧΟΥΙΛΟΥΣ ΔΙΑ ΚΑΤΑΦΥΓΙΟΝ ΤΩΝ ΑΕΡΟΠΛΑΝΩΝ ΤΗΣ.— Η ΟΥΑΣΙΓΚΤΩΝ ΘΑ ΔΕΧΘΗ ΤΕΛΙΚΩΣ ΤΗΝ ΕΝΑΡΞΙΝ ΣΥΝΟΜΙΛΙΩΝ <box>24 1031 384 1079</box>
page-number-badge: Σελὶς 5 <box>1458 61 1550 88</box>
brief-body: ΡΙΟΝ ΝΤΕ ΤΖΑΝΕΪΡΟ, 18. (Ἀσ. Πρές).— Τὸ ἐπιβατηγὸν πλοῖον «Ἁγία Μαρίνα», τὸ ὁποῖον εἶχε τεθῆ εἰς δημοπρασίαν, ἠγοράσθη ἐκ νέου ὑπὸ τοῦ πλοιοκτήτου του. <box>202 1787 386 1847</box>
article-body: ΟΥΑΣΙΓΚΤΩΝ, 18. (Ρώυτερ).— Ὁ πρόεδρος Νίξον εἶναι ἀποφασισμένος νὰ ἀναλάβῃ ἐκστρατείαν κατὰ τῆς γεωργικῆς πολιτικῆς τῆς Εὐρωπαϊκῆς Οἰκονομικῆς Κοινότητος, ὡς ἐδήλωσεν εἰς τὸ Κογκρέσσον ὁ ἀντιπρόσωπος τοῦ Λευκοῦ Οἴκου διὰ θέματα ἐμπορίου. Ὁ ἴδιος ἐτόνισεν ὅτι αἱ Ἡνωμέναι Πολιτεῖαι ὑποστηρίζουν τὴν ἐλευθερίαν τοῦ ἐμπορίου καὶ θὰ ἀντιταχθοῦν εἰς κάθε προσπάθειαν περιορισμοῦ τῶν ἐξαγωγῶν των. ΔΙΑΔΟΣΙΣ ΤΟΥ ΣΤΑΝΣ ΝΕΑ ΥΟΡΚΗ, 18. (Ἀσ. Πρές).— Ὁ ὑπουργὸς τοῦ Ἐμπορίου κ. Στὰνς ἐδήλωσεν ὅτι ἡ κυβέρνησις θὰ λάβῃ μέτρα διὰ τὴν προστασίαν τῶν ἀμερικανικῶν προϊόντων. ΑΓΝΩΣΤΟΙ ΑΦΗΡΕΣΑΝ ΧΡΗΜΑΤΑ ΚΑΙ ΤΙΜΑΛΦΗ ΑΘΗΝΑΙ, 18.— Ἄγνωστοι διαρρῆκται εἰσῆλθον εἰς οἰκίαν ἐπὶ τῆς ὁδοῦ Πατησίων καὶ ἀφῄρεσαν χρήματα καὶ τιμαλφῆ μεγάλης ἀξίας. ΠΡΟΣΚΛΗΣΙΣ ΑΠΕΛΑΘΕΝΤΩΝ ΕΚ ΚΩΝΣΤΑΝΤΙΝΟΥΠΟΛΕΩΣ Ὁ σύλλογος τῶν ἀπελαθέντων Ἑλλήνων Κωνσταντινουπόλεως καλεῖ τὰ μέλη του εἰς γενικὴν συνέλευσιν, ἡ ὁποία θὰ πραγματοποιηθῇ τὴν προσεχῆ Κυριακήν εἰς τὰ γραφεῖα τοῦ συλλόγου. <box>1127 1573 1550 1765</box>
article-deck: Μὲ καθολικὴν σχεδὸν συμμε- τοχήν. Συγκρούσεις ἀπεργῶν καὶ ἀστυνομικῶν εἰς Ἰνδίαν <box>1200 800 1478 874</box>
section-subhead: ΕΚΗΡΥΞΕ ΑΠΟΔΟΚΙΜΑΣΙΑΙ <box>215 541 380 553</box>
article-body: ΝΤΙΣΟΝ, 18. (Ἀσ. Ὑπηρ.).— Δύο νεαροὶ ἔβαλαν σκοπόν νὰ ληστεύσουν τὸ θησαυροφυλάκιον ἑνὸς καταστήματος, ἀλλὰ εὗρον ἐντὸς αὐτοῦ μόνον ἕνα κουνέλι, τὸ ὁποῖον ἐφύλασσεν ὁ ἰδιοκτήτης ὡς μασκότ. Οἱ δύο νεαροὶ συνελήφθησαν ὀλίγον ἀργότερα. Τὸ κουνέλι ὅμως ἀπέκτησε μεγάλην δημοσιότητα καὶ ὁ ἰδιοκτήτης σκοπεύει νὰ τὸ ἐκμεταλλευθῇ διαφημιστικῶς. <box>22 1540 194 1677</box>
article-body: ΤΙ ΘΑ ΤΟΠΟΘΕΤΗΣΟΥΝ Οἱ ἀστροναῦται θὰ τοποθετήσουν ἐπὶ τῆς σεληνιακῆς ἐπιφανείας ἕνα σεισμογράφον, ἕνα ἀνακλαστῆρα ἀκτίνων λέιζερ καὶ μίαν συσκευὴν διὰ τὴν συλλογὴν τοῦ ἡλιακοῦ ἀνέμου. Ὁ σεισμογράφος θὰ καταγράφῃ τοὺς σεισμοὺς τῆς Σελήνης καὶ θὰ μεταδίδῃ τὰ στοιχεῖα εἰς τὴν Γῆν ἐπὶ ἕνα ἔτος. Ὁ ἀνακλαστὴρ θὰ ἐπιτρέψῃ τὴν ἀκριβῆ μέτρησιν τῆς ἀποστάσεως Γῆς - Σελήνης. Ἐπίσης θὰ συλλέξουν δείγματα πετρωμάτων καὶ ἐδάφους, τὰ ὁποῖα θὰ μεταφέρουν εἰς τὴν Γῆν διὰ τὴν μελέτην των ὑπὸ τῶν ἐπιστημόνων. <box>394 687 923 762</box>
left-column <box>22 61 386 2337</box>
section-subhead: ΟΛΑ ΕΙΝΑΙ ΘΑΥΜΑΣΙΑ <box>599 439 730 451</box>
article-headline: Τσέχος οικονομολόγος ἐπέτυχε νὰ διαφύγῃ εἰς Μεγ. Βρεταννίαν <box>60 85 348 300</box>
brief-subhead: ΤΑ ΤΡΙΑ ΥΠΕΚΥΨΑΝ <box>237 1615 351 1628</box>
section-subhead: Ο ΥΠΟΛΟΓΙΣΤΗΣ ΛΕΙΤΟΥΡΓΕΙ <box>761 476 935 488</box>
brief-headline: ΑΓΝΩΣΤΟΙ ΑΦΗΡΕΣΑΝ ΧΡΗΜΑΤΑ ΚΑΙ ΤΙΜΑΛΦΗ <box>1344 1602 1550 1633</box>
article-kicker: ΔΙΑ ΤΗΝ ΕΚΚΕΝΩΣΙΝ ΤΩΝ ΒΑΣΕΩΝ <box>22 859 386 881</box>
article-deck-2: Αἱ περιπλανήσεις του εἰς Δυτ. Γερ- μανίαν.— Βαρύταται αἱ καταγγελίαι <box>22 342 326 382</box>
brief-headline: ΟΔΗΓΟΣ ΦΟΡΤΗΓΟΥ ΔΙΑΤΕΛΩΝ ΕΝ ΜΕΘΗ ΠΑΡΕΣΥΡΕ ΠΕΝΤΕ ΑΤΟΜΑ <box>202 1541 386 1605</box>
article-deck: Ἦτο σύμβουλος τῆς κυβερνήσεως. <box>58 312 350 332</box>
trial-deck: Λοχαγοῦ ἐν ἐνεργείᾳ καὶ ἀποτάκτου ἀντ]ρχου <box>442 1370 1071 1399</box>
